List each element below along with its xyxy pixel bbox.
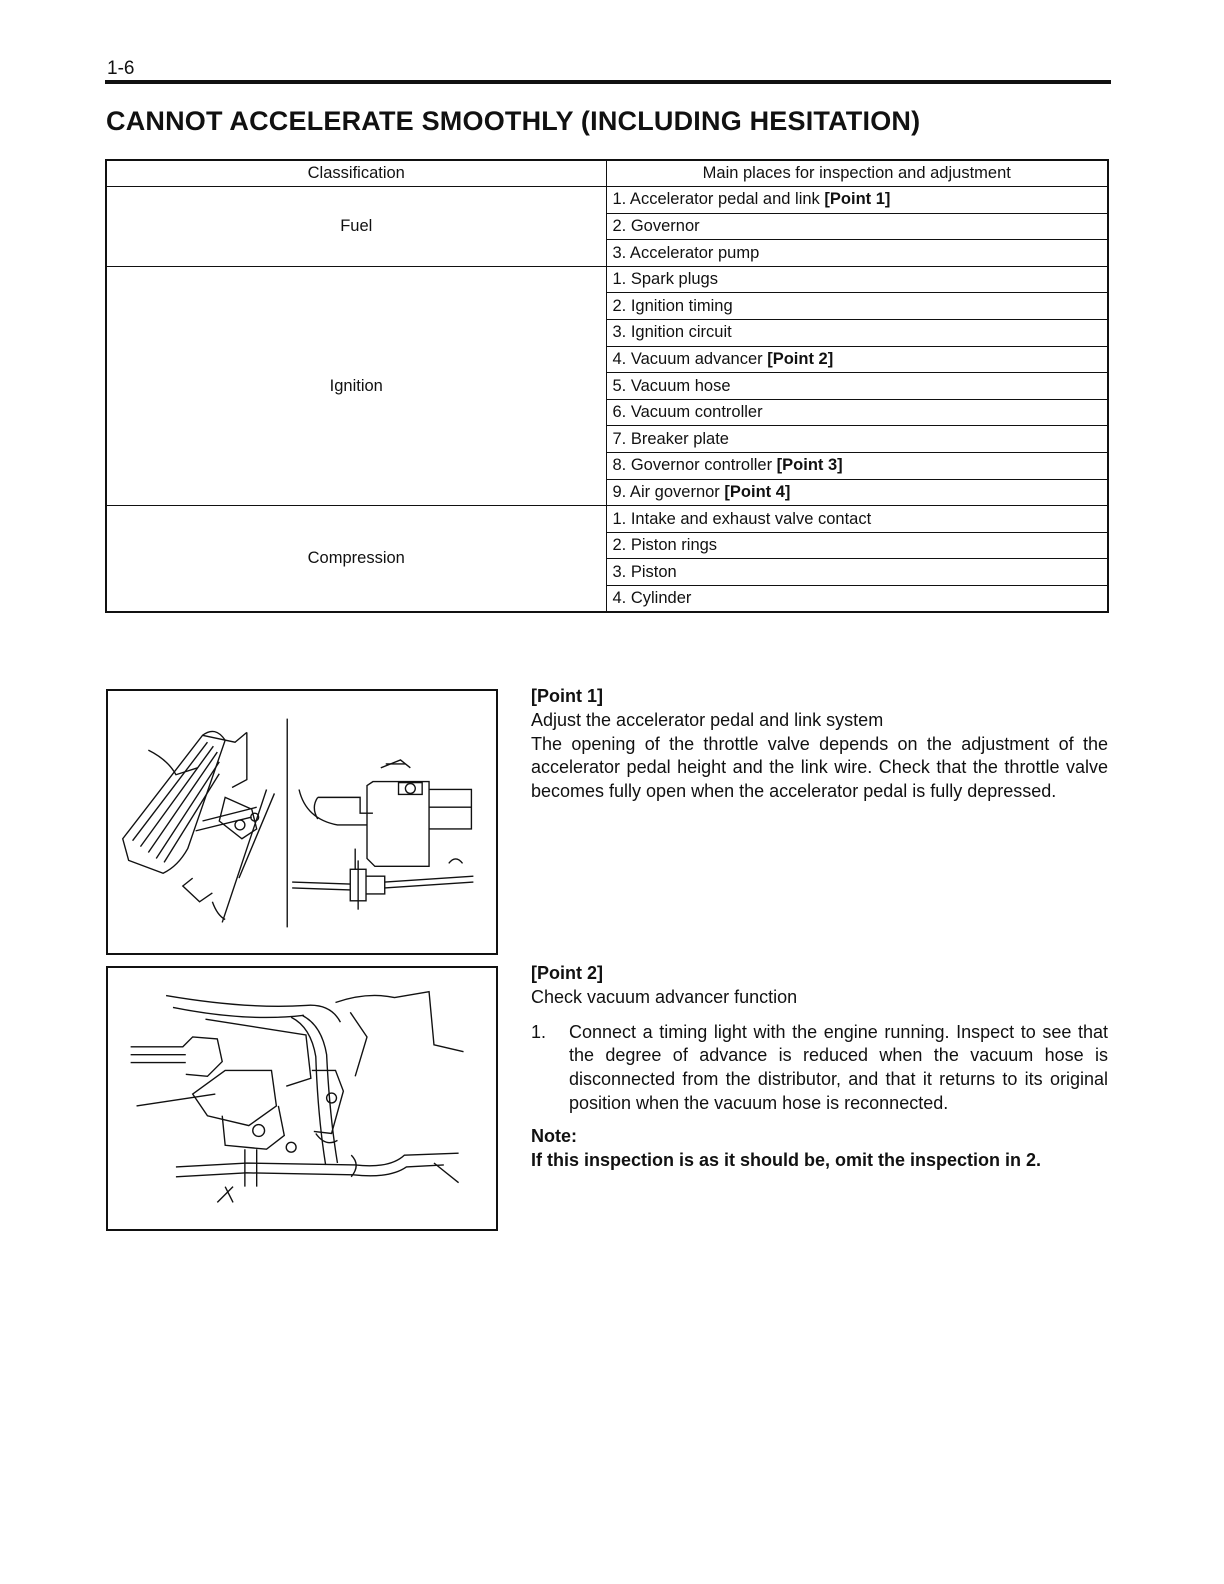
inspection-item-cell xyxy=(606,293,1108,320)
page-number: 1-6 xyxy=(107,58,135,79)
inspection-item-cell xyxy=(606,346,1108,373)
inspection-item-cell xyxy=(606,586,1108,613)
inspection-item-text: 9. Air governor xyxy=(612,482,720,501)
inspection-item-cell xyxy=(606,187,1108,214)
point2-section xyxy=(531,962,1108,1172)
inspection-item-cell xyxy=(606,506,1108,533)
classification-cell: Ignition xyxy=(106,266,606,505)
classification-cell: Fuel xyxy=(106,187,606,267)
inspection-table xyxy=(105,159,1109,613)
point2-heading: [Point 2] xyxy=(531,963,603,983)
inspection-item-cell xyxy=(606,373,1108,400)
point-reference: [Point 3] xyxy=(776,456,843,475)
vacuum-advancer-figure xyxy=(106,966,498,1231)
classification-cell: Compression xyxy=(106,506,606,612)
point1-subtitle: Adjust the accelerator pedal and link system xyxy=(531,709,884,730)
inspection-item-text: 1. Accelerator pedal and link xyxy=(612,190,820,209)
inspection-item-cell xyxy=(606,240,1108,267)
point-reference: [Point 4] xyxy=(724,482,791,501)
header-rule xyxy=(105,80,1111,84)
inspection-item-text: 2. Governor xyxy=(612,216,700,235)
point2-step-number: 1. xyxy=(531,1021,547,1042)
accelerator-pedal-figure xyxy=(106,689,498,955)
inspection-item-text: 8. Governor controller xyxy=(612,456,773,475)
note-text: If this inspection is as it should be, omit the inspection in 2. xyxy=(531,1149,1042,1170)
inspection-item-text: 1. Spark plugs xyxy=(612,270,718,289)
table-body xyxy=(106,187,1108,613)
inspection-item-text: 3. Accelerator pump xyxy=(612,243,760,262)
table-row xyxy=(106,187,1108,214)
table-row xyxy=(106,506,1108,533)
point2-step xyxy=(531,1021,1108,1116)
note-label: Note: xyxy=(531,1125,577,1146)
point2-step-text: Connect a timing light with the engine running. Inspect to see that the degree of advance is reduced when the vacuum hose is disconnected from the distributor, and that it returns to its original position when the vacuum hose is reconnected. xyxy=(569,1021,1108,1113)
point2-subtitle: Check vacuum advancer function xyxy=(531,986,798,1007)
inspection-item-cell xyxy=(606,453,1108,480)
inspection-item-text: 6. Vacuum controller xyxy=(612,403,763,422)
inspection-item-text: 1. Intake and exhaust valve contact xyxy=(612,509,872,528)
inspection-item-text: 3. Ignition circuit xyxy=(612,323,732,342)
point-reference: [Point 1] xyxy=(824,190,891,209)
accelerator-pedal-illustration xyxy=(108,691,496,953)
table-header-row xyxy=(106,160,1108,187)
inspection-item-text: 2. Ignition timing xyxy=(612,296,733,315)
inspection-item-cell xyxy=(606,426,1108,453)
inspection-item-cell xyxy=(606,320,1108,347)
inspection-item-cell xyxy=(606,559,1108,586)
point1-section xyxy=(531,685,1108,804)
inspection-item-text: 7. Breaker plate xyxy=(612,429,729,448)
inspection-item-cell xyxy=(606,266,1108,293)
inspection-item-text: 4. Vacuum advancer xyxy=(612,349,763,368)
inspection-item-text: 4. Cylinder xyxy=(612,589,692,608)
table-row xyxy=(106,266,1108,293)
point-reference: [Point 2] xyxy=(767,349,834,368)
inspection-item-text: 3. Piston xyxy=(612,562,677,581)
inspection-item-cell xyxy=(606,213,1108,240)
inspection-item-text: 2. Piston rings xyxy=(612,536,718,555)
header-main-places: Main places for inspection and adjustment xyxy=(606,160,1108,187)
vacuum-advancer-illustration xyxy=(108,968,496,1229)
point1-body: The opening of the throttle valve depends on the adjustment of the accelerator pedal height and the link wire. Check that the throttle valve becomes fully open when the accelerator pedal is fully depressed. xyxy=(531,733,1108,802)
inspection-item-text: 5. Vacuum hose xyxy=(612,376,731,395)
page-title: CANNOT ACCELERATE SMOOTHLY (INCLUDING HESITATION) xyxy=(106,106,921,136)
point1-heading: [Point 1] xyxy=(531,686,603,706)
inspection-item-cell xyxy=(606,479,1108,506)
inspection-item-cell xyxy=(606,399,1108,426)
header-classification: Classification xyxy=(106,160,606,187)
inspection-item-cell xyxy=(606,532,1108,559)
